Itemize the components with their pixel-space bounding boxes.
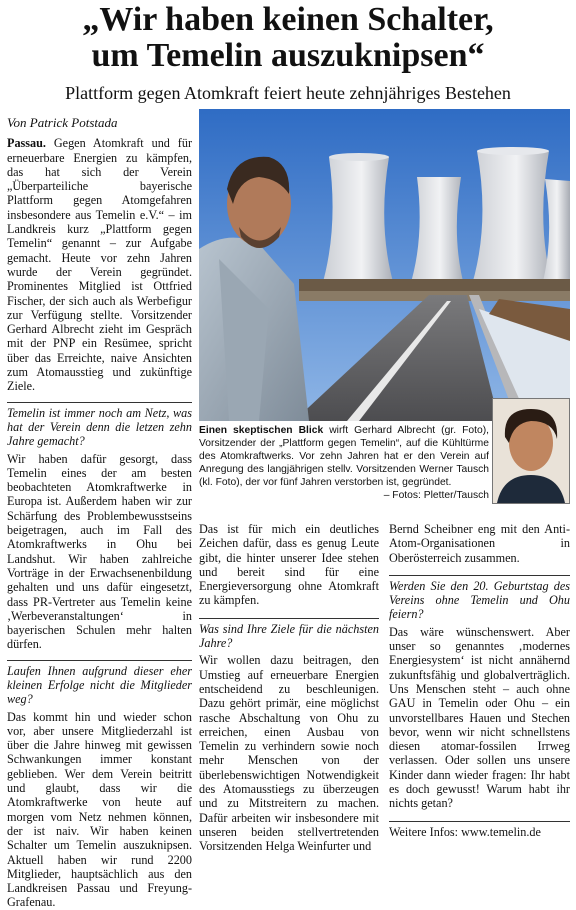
headline-line-2: um Temelin auszuknipsen“	[91, 37, 485, 74]
intro-text: Gegen Atomkraft und für erneuerbare Energien zu kämpfen, das hat sich der Verein „Überparteiliche bayerische Plattform gegen Atomgefahren insbesondere aus Temelin e.V.“ – im Landkreis kurz „Plattform gegen Temelin“ genannt – zur Aufgabe gemacht. Heute vor zehn Jahren wurde der Verein gegründet. Prominentes Mitglied ist Ottfried Fischer, der sich auch als Werbefigur zur Verfügung stellte. Vorsitzender Gerhard Albrecht zieht im Gespräch mit der PNP ein Resümee, spricht über das Erreichte, naive Ansichten zum Atomausstieg und zukünftige Ziele.	[7, 136, 192, 394]
answer-3: Wir wollen dazu beitragen, den Umstieg auf erneuerbare Energien entscheidend zu beschleunigen. Dazu gehört primär, eine möglichst rasche Abschaltung von Ohu zu erreichen, einen Ausbau von Temelin zu verhindern sowie noch mehr Menschen von der überlebenswichtigen Notwendigkeit des Atomausstiegs zu überzeugen und zu Mitstreitern zu machen. Dafür arbeiten wir insbesondere mit unseren beiden stellvertretenden Vorsitzenden Helga Weinfurter und	[199, 653, 379, 854]
headline	[0, 2, 576, 74]
portrait-illustration	[493, 399, 569, 503]
intro-paragraph	[7, 136, 192, 393]
question-1: Temelin ist immer noch am Netz, was hat der Verein denn die letzen zehn Jahre gemacht?	[7, 402, 192, 449]
caption-credit: – Fotos: Pletter/Tausch	[383, 490, 489, 501]
headline-line-1: „Wir haben keinen Schalter,	[82, 1, 494, 38]
question-4: Werden Sie den 20. Geburtstag des Vereins ohne Temelin und Ohu feiern?	[389, 575, 570, 622]
answer-1: Wir haben dafür gesorgt, dass Temelin eines der am besten beobachteten Atomkraftwerke in Europa ist. Außerdem haben wir zur Schärfung des Problembewusstseins beigetragen, auch im Fall des Atomkraftwerks in Ohu bei Landshut. Wir haben zahlreiche Vorträge in der Erwachsenenbildung gehalten und uns dafür eingesetzt, dass PR-Vertreter aus Temelin keine ‚Werbeveranstaltungen‘ in bayerischen Schulen mehr halten dürfen.	[7, 451, 192, 652]
caption-text: wirft Gerhard Albrecht (gr. Foto), Vorsitzender der „Plattform gegen Temelin“, auf die Kühltürme des Atomkraftwerks. Vor zehn Jahren hat er den Verein auf Anregung des langjährigen stellv. Vorsitzenden Werner Tausch (kl. Foto), der vor fünf Jahren verstorben ist, gegründet.	[199, 425, 489, 488]
dateline: Passau.	[7, 136, 46, 151]
answer-3-continued: Bernd Scheibner eng mit den Anti-Atom-Organisationen in Oberösterreich zusammen.	[389, 522, 570, 565]
column-1	[7, 116, 192, 910]
answer-4: Das wäre wünschenswert. Aber unser so genanntes ‚modernes Energiesystem‘ ist nicht annähernd zukunftsfähig und globalverträglich. Uns Menschen steht – auch ohne GAU in Temelin oder Ohu – ein unvorstellbares Hauen und Stechen bevor, wenn wir nicht schnellstens diesen atomar-fossilen Irrweg verlassen. Oder sollen uns unsere Kinder dann wieder fragen: Ihr habt es doch gewusst! Warum habt ihr nichts getan?	[389, 624, 570, 811]
main-photo-cooling-towers	[199, 109, 570, 421]
small-photo-portrait	[492, 398, 570, 504]
answer-2: Das kommt hin und wieder schon vor, aber unsere Mitgliederzahl ist über die Jahre hinweg mit gewissen Schwankungen immer konstant geblieben. Wer dem Verein beitritt und glaubt, dass wir die Atomkraftwerke von heute auf morgen vom Netz nehmen können, der ist naiv. Wir haben keinen Schalter um Temelin auszuknipsen. Aktuell haben wir rund 2200 Mitglieder, hauptsächlich aus den Landkreisen Passau und Freyung-Grafenau.	[7, 709, 192, 910]
byline: Von Patrick Potstada	[7, 115, 118, 130]
caption-lead: Einen skeptischen Blick	[199, 425, 324, 436]
more-info-link[interactable]: Weitere Infos: www.temelin.de	[389, 821, 570, 839]
question-3: Was sind Ihre Ziele für die nächsten Jahre?	[199, 618, 379, 651]
photo-caption	[199, 424, 489, 502]
answer-2-continued: Das ist für mich ein deutliches Zeichen dafür, dass es genug Leute gibt, die hinter unserer Idee stehen und bereit sind für eine Energieversorgung ohne Atomkraft zu kämpfen.	[199, 522, 379, 608]
cooling-towers-illustration	[199, 109, 570, 421]
subheadline: Plattform gegen Atomkraft feiert heute zehnjähriges Bestehen	[65, 83, 511, 103]
column-2	[199, 522, 379, 854]
question-2: Laufen Ihnen aufgrund dieser eher kleinen Erfolge nicht die Mitglieder weg?	[7, 660, 192, 707]
column-3	[389, 522, 570, 839]
